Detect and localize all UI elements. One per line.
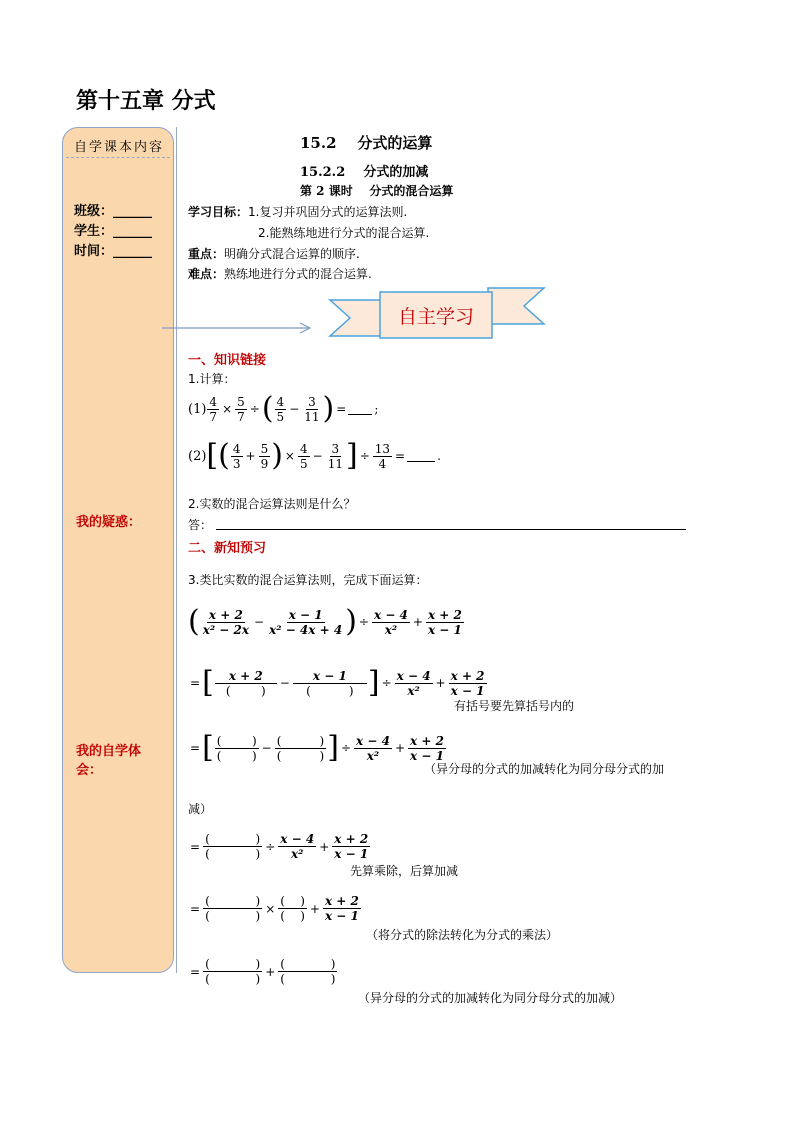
- difficulty-text: 熟练地进行分式的混合运算.: [224, 267, 372, 281]
- subsection-title: 15.2.2 分式的加减: [300, 165, 429, 180]
- step-5: = $\frac{( )}{( )}$ + $\frac{( )}{( )}$: [190, 957, 336, 986]
- goal-2: 2.能熟练地进行分式的混合运算.: [258, 226, 430, 240]
- answer-label: 答：: [188, 518, 213, 532]
- student-field[interactable]: 学生：______: [74, 224, 153, 239]
- doubts-label: 我的疑惑：: [76, 515, 142, 530]
- step-3: = $\frac{( )}{( )}$ ÷ $\frac{x - 4}{\text{x²}}$ + $\frac{x + 2}{x - 1}$: [190, 832, 369, 861]
- experience-label: 我的自学体会：: [76, 744, 142, 778]
- note-3: 先算乘除，后算加减: [350, 864, 459, 878]
- q3-text: 3.类比实数的混合运算法则，完成下面运算：: [188, 573, 428, 587]
- difficulty-row: [188, 265, 372, 282]
- time-field[interactable]: 时间：______: [74, 244, 153, 259]
- part2-title: 二、新知预习: [188, 541, 267, 556]
- note-4: （将分式的除法转化为分式的乘法）: [366, 928, 559, 942]
- difficulty-label: 难点：: [188, 267, 225, 281]
- answer-line[interactable]: [216, 529, 686, 530]
- section-title: 15.2 分式的运算: [300, 134, 433, 152]
- note-2a: （异分母的分式的加减转化为同分母分式的加: [424, 762, 665, 776]
- step-2: = [ $\frac{( )}{( )}$ − $\frac{( )}{( )}$ ] ÷ $\frac{x - 4}{\text{x²}}$ + $\frac{x + 2}{x - 1}$: [190, 730, 444, 765]
- note-1: 有括号要先算括号内的: [454, 699, 575, 713]
- arrow-icon: [160, 320, 320, 336]
- goals-label: 学习目标：: [188, 205, 249, 219]
- note-2b: 减）: [188, 802, 213, 816]
- sidebar-content-label: 自学课本内容: [74, 140, 165, 155]
- period-title: 第 2 课时 分式的混合运算: [300, 184, 454, 198]
- goal-1: 1.复习并巩固分式的运算法则.: [248, 205, 408, 219]
- banner-text: 自主学习: [397, 305, 474, 328]
- step-0: ( $\frac{x + 2}{\text{x² − 2x}}$ − $\frac{x - 1}{\text{x² − 4x + 4}}$ ) ÷ $\frac{x - 4}{\text{x²}}$ + $\frac{x + 2}{x - 1}$: [188, 604, 462, 639]
- key-text: 明确分式混合运算的顺序.: [224, 247, 360, 261]
- expr-2: (2) [ ( $\frac{4}{3}$ + $\frac{5}{9}$ ) × $\frac{4}{5}$ − $\frac{3}{11}$ ] ÷ $\frac{13}{4}$ = .: [188, 438, 441, 473]
- q1-text: 1.计算：: [188, 372, 236, 386]
- part1-title: 一、知识链接: [188, 353, 267, 368]
- goals-row: [188, 203, 407, 220]
- step-1: = [ $\frac{x + 2}{( )}$ − $\frac{x - 1}{( )}$ ] ÷ $\frac{x - 4}{\text{x²}}$ + $\frac{x + 2}{x - 1}$: [190, 665, 485, 700]
- key-label: 重点：: [188, 247, 225, 261]
- q2-text: 2.实数的混合运算法则是什么？: [188, 497, 356, 511]
- class-field[interactable]: 班级：______: [74, 204, 153, 219]
- note-5: （异分母的分式的加减转化为同分母分式的加减）: [358, 991, 623, 1005]
- step-4: = $\frac{( )}{( )}$ × $\frac{( )}{( )}$ + $\frac{x + 2}{x - 1}$: [190, 894, 359, 923]
- key-row: [188, 245, 360, 262]
- expr-1: (1) $\frac{4}{7}$ × $\frac{5}{7}$ ÷ ( $\frac{4}{5}$ − $\frac{3}{11}$ ) = ;: [188, 391, 379, 426]
- chapter-title: 第十五章 分式: [76, 89, 216, 114]
- sidebar-dashed-rule: [66, 157, 170, 158]
- sidebar-divider: [176, 127, 177, 973]
